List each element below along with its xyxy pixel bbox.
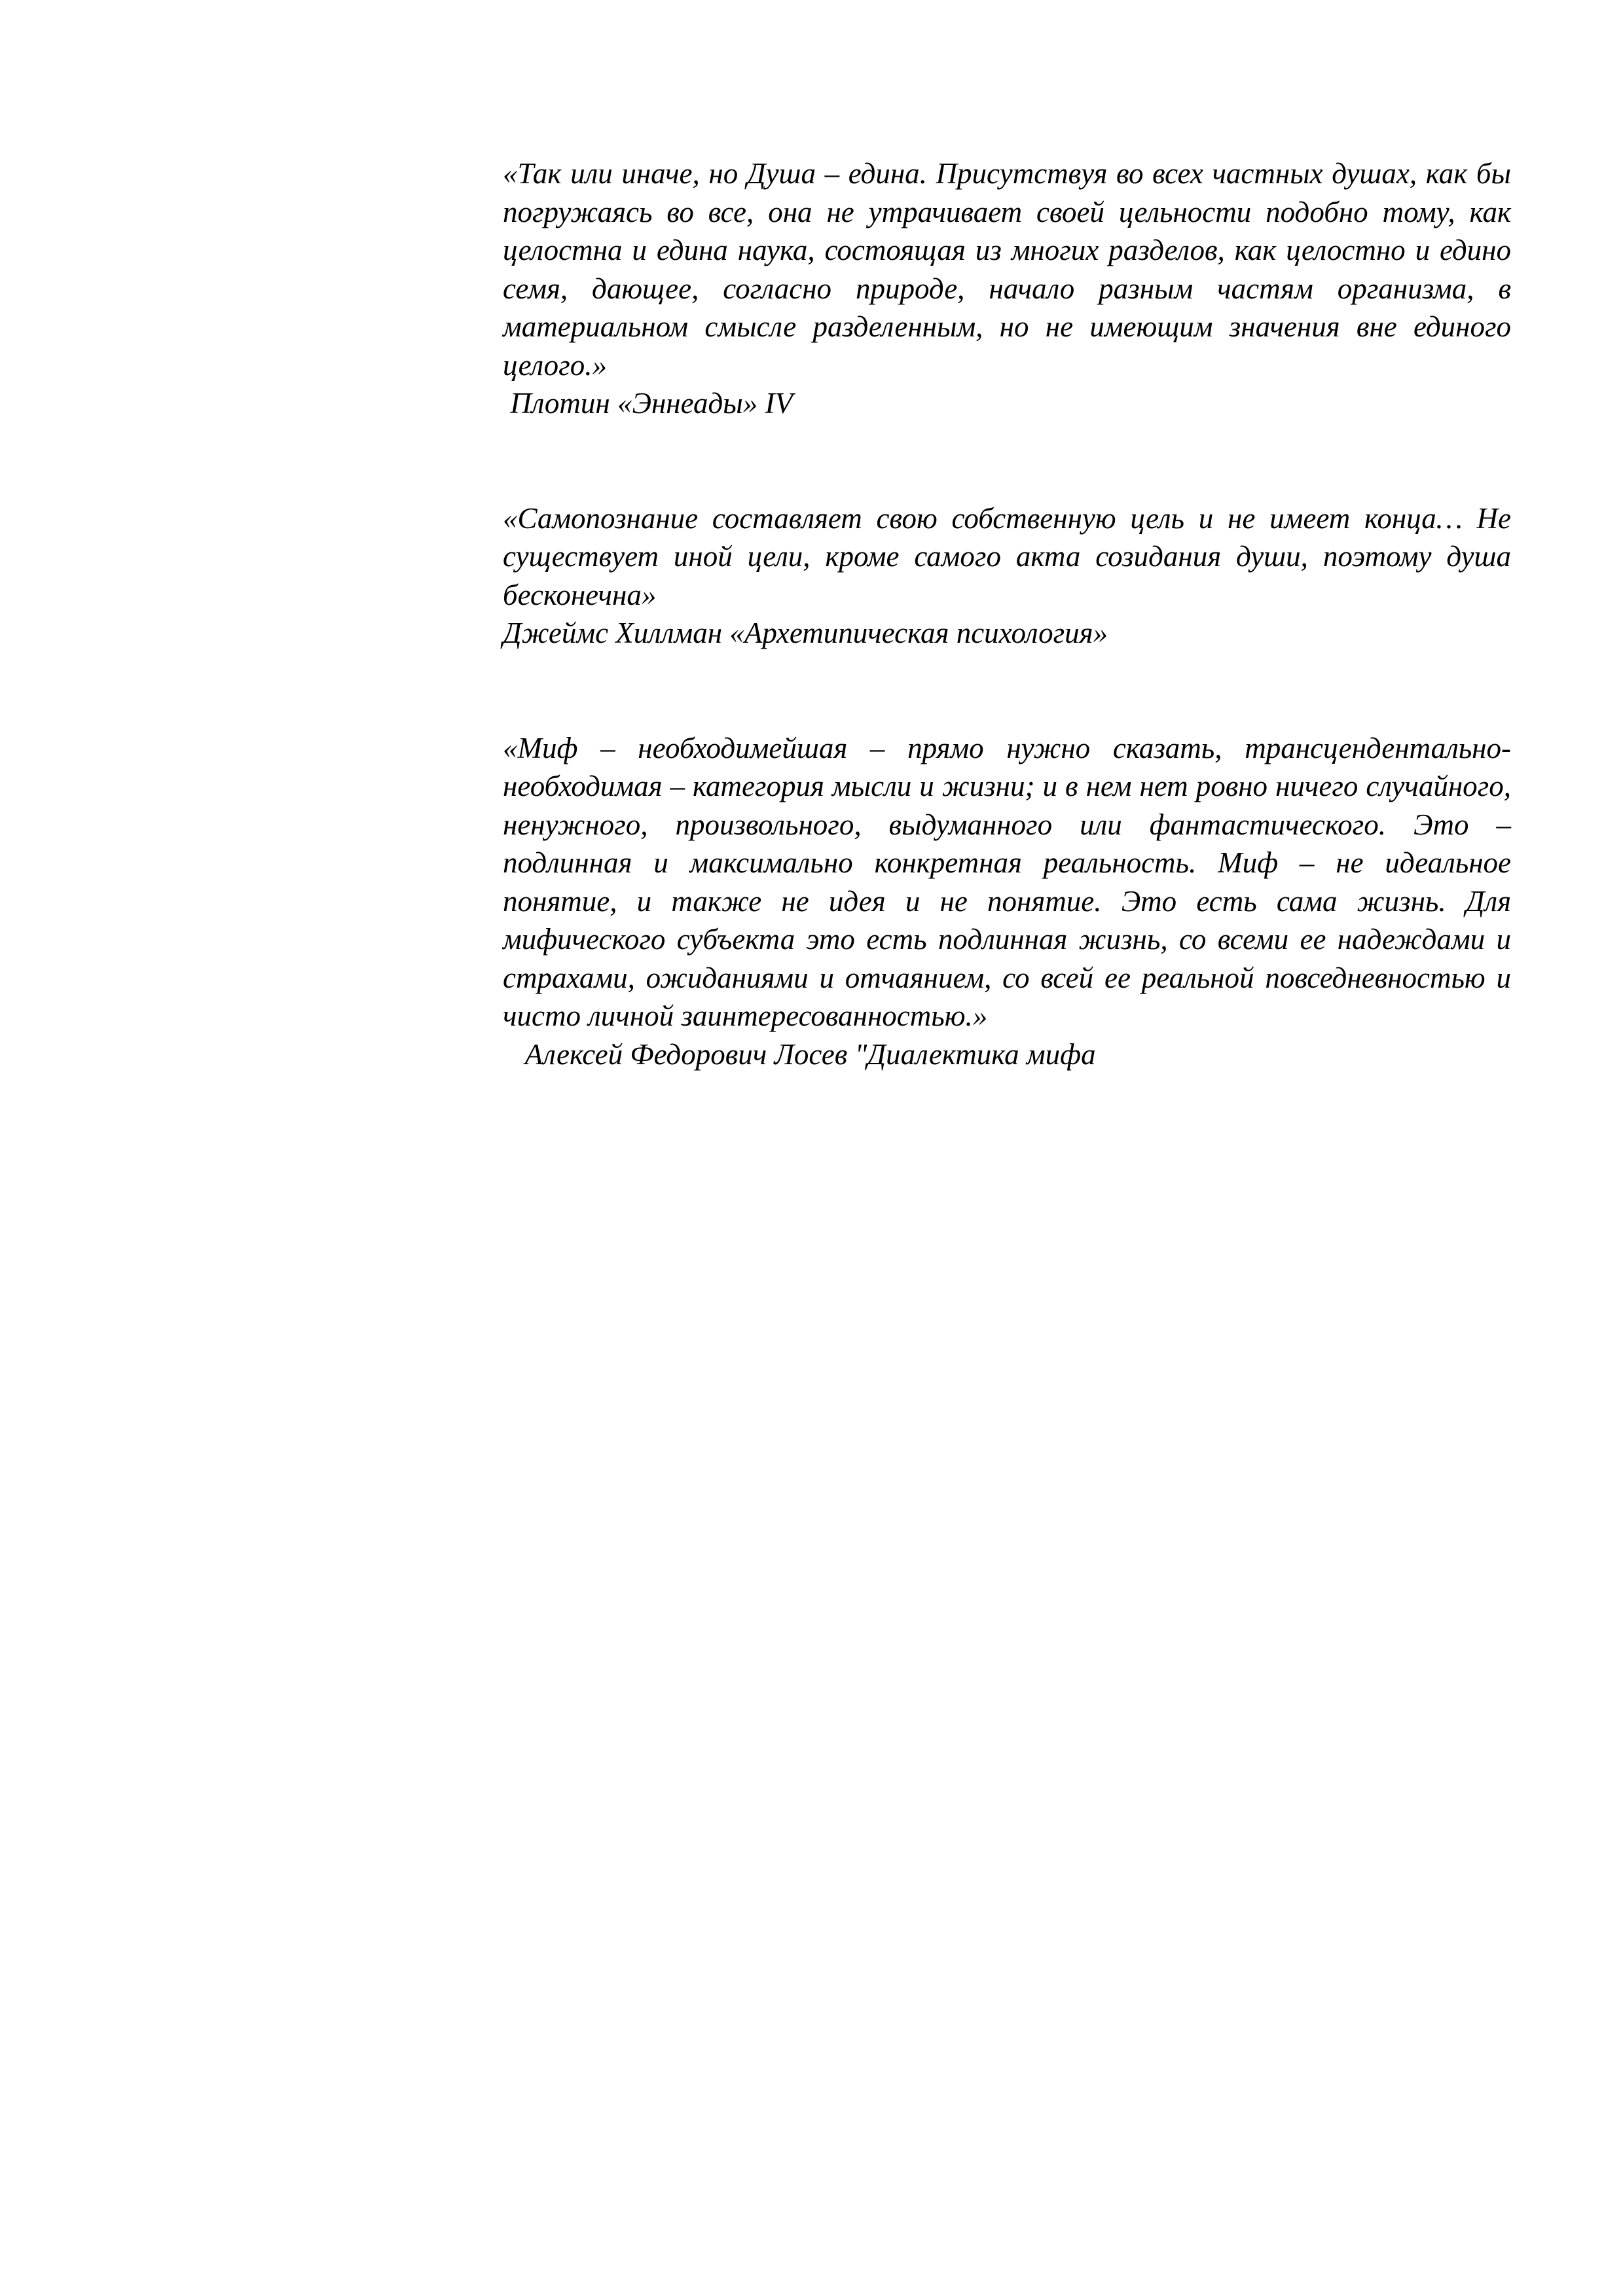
quote-text: «Самопознание составляет свою собственную цель и не имеет конца… Не существует иной цели, кроме самого акта созидания души, поэтому душа бесконечна» — [503, 501, 1511, 611]
quote-attribution: Джеймс Хиллман «Архетипическая психология» — [503, 617, 1108, 649]
quote-hillman — [503, 499, 1511, 653]
paragraph-spacer — [503, 653, 1511, 729]
quote-plotinus — [503, 154, 1511, 423]
quotes-column — [503, 154, 1511, 1073]
paragraph-spacer — [503, 423, 1511, 499]
quote-text: «Миф – необходимейшая – прямо нужно сказать, трансцендентально-необходимая – категория мысли и жизни; и в нем нет ровно ничего случайного, ненужного, произвольного, выдуманного или фантастического. Это – подлинная и максимально конкретная реальность. Миф – не идеальное понятие, и также не идея и не понятие. Это есть сама жизнь. Для мифического субъекта это есть подлинная жизнь, со всеми ее надеждами и страхами, ожиданиями и отчаянием, со всей ее реальной повседневностью и чисто личной заинтересованностью.» — [503, 731, 1511, 1032]
quote-attribution: Алексей Федорович Лосев "Диалектика мифа — [503, 1037, 1096, 1071]
quote-losev — [503, 729, 1511, 1074]
quote-text: «Так или иначе, но Душа – едина. Присутствуя во всех частных душах, как бы погружаясь во все, она не утрачивает своей цельности подобно тому, как целостна и едина наука, состоящая из многих разделов, как целостно и едино семя, дающее, согласно природе, начало разным частям организма, в материальном смысле разделенным, но не имеющим значения вне единого целого.» — [503, 157, 1511, 382]
quote-attribution: Плотин «Эннеады» IV — [503, 387, 793, 420]
